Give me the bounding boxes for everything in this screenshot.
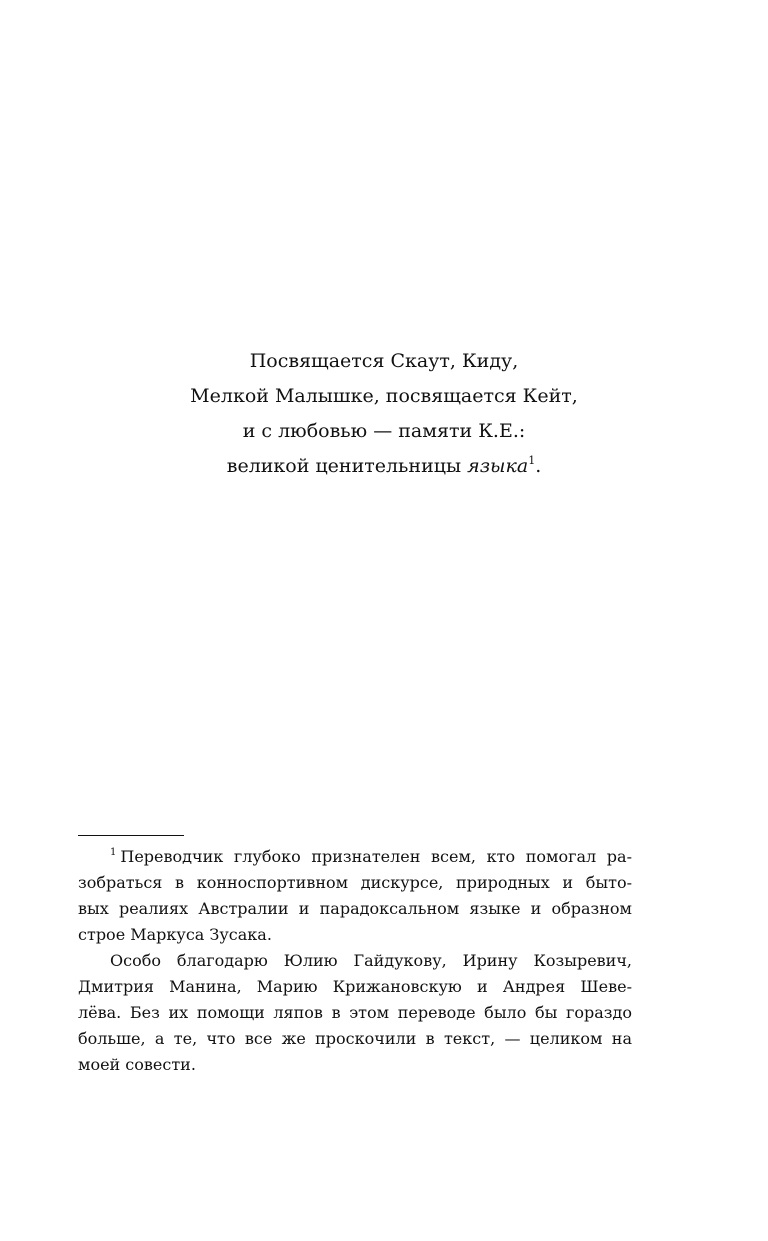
footnote-marker: 1 [110, 847, 117, 858]
footnote [78, 844, 632, 1078]
footnote-line [78, 844, 632, 870]
dedication-line-1: Посвящается Скаут, Киду, [249, 350, 519, 372]
dedication [0, 344, 768, 484]
footnote-line: моей совести. [78, 1055, 196, 1074]
footnote-reference[interactable]: 1 [528, 454, 536, 467]
dedication-line-4 [0, 449, 768, 484]
footnote-paragraph-1 [78, 844, 632, 948]
footnote-paragraph-2 [78, 948, 632, 1078]
dedication-line-3: и с любовью — памяти К.Е.: [242, 420, 526, 442]
footnote-line: строе Маркуса Зусака. [78, 925, 272, 944]
footnote-line: лёва. Без их помощи ляпов в этом переводе было бы гораздо [78, 1003, 632, 1022]
dedication-line-2: Мелкой Малышке, посвящается Кейт, [190, 385, 578, 407]
dedication-line-4-text: великой ценительницы [226, 455, 468, 477]
footnote-line: больше, а те, что все же проскочили в текст, — целиком на [78, 1029, 632, 1048]
footnote-line: Дмитрия Манина, Марию Крижановскую и Андрея Шеве- [78, 977, 632, 996]
footnote-separator [78, 835, 184, 836]
dedication-italic-word: языка [467, 455, 529, 477]
dedication-line-4-end: . [535, 455, 542, 477]
footnote-line-text: Переводчик глубоко признателен всем, кто помогал ра- [120, 847, 632, 866]
footnote-line: зобраться в конноспортивном дискурсе, природных и быто- [78, 873, 632, 892]
footnote-line: вых реалиях Австралии и парадоксальном языке и образном [78, 899, 632, 918]
footnote-line: Особо благодарю Юлию Гайдукову, Ирину Козыревич, [110, 951, 632, 970]
